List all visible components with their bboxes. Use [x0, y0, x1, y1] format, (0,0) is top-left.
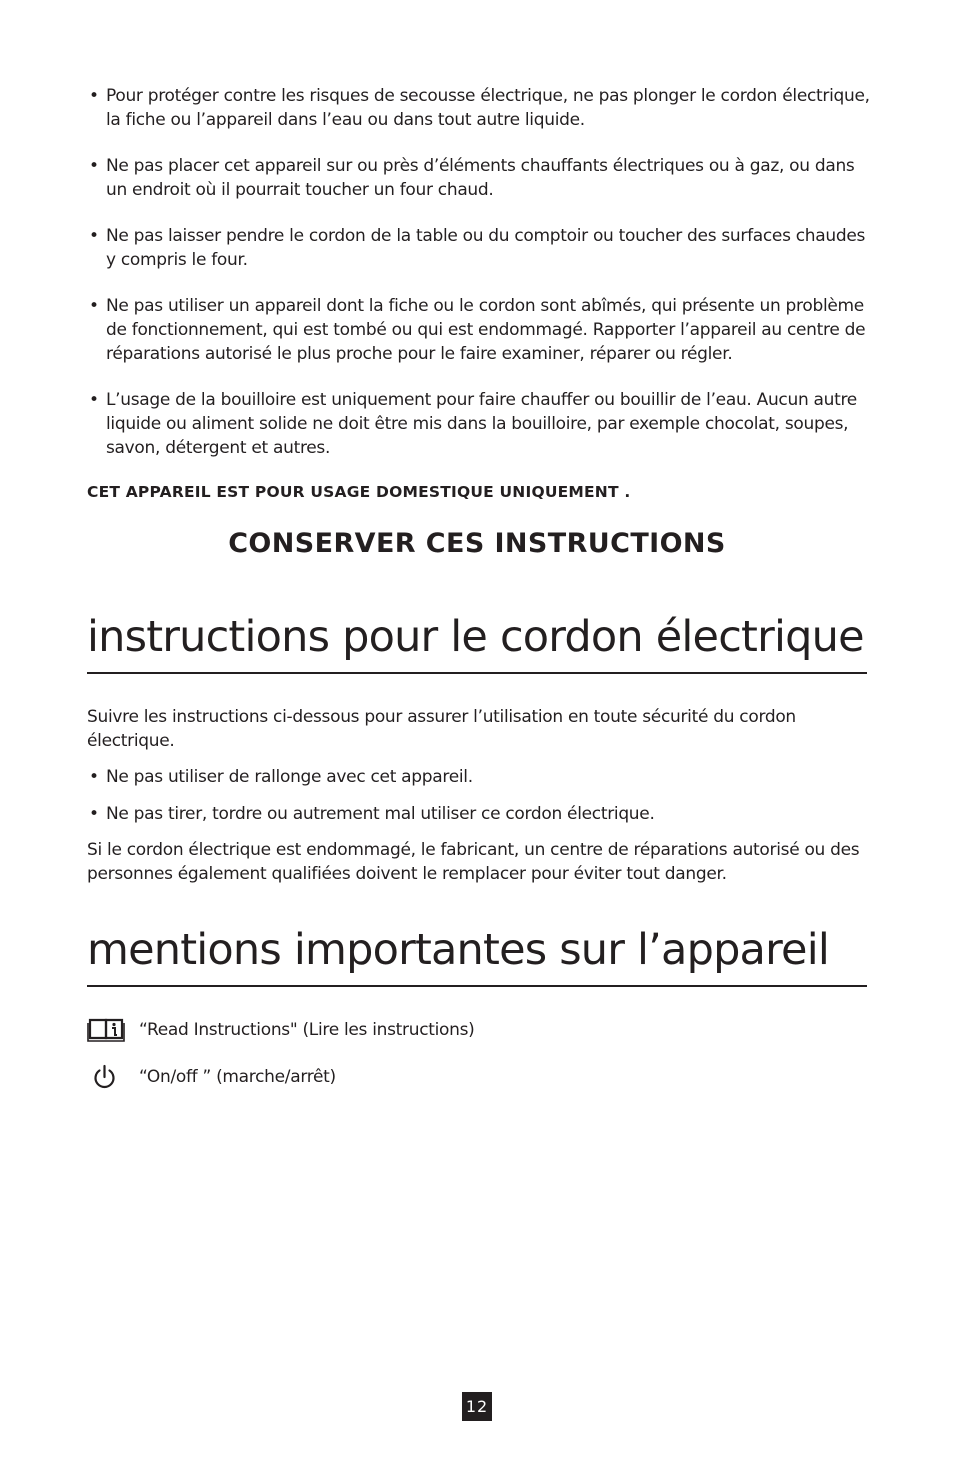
power-icon	[87, 1063, 127, 1091]
page-number: 12	[462, 1392, 492, 1421]
bullet-dot: •	[89, 804, 99, 824]
list-item	[87, 294, 877, 366]
cord-item-text: Ne pas utiliser de rallonge avec cet appareil.	[106, 767, 473, 787]
bullet-text: Pour protéger contre les risques de secousse électrique, ne pas plonger le cordon électrique, la fiche ou l’appareil dans l’eau ou dans tout autre liquide.	[106, 86, 870, 130]
read-instructions-book-icon	[87, 1016, 127, 1044]
bullet-text: Ne pas placer cet appareil sur ou près d’éléments chauffants électriques ou à gaz, ou dans un endroit où il pourrait toucher un four chaud.	[106, 156, 855, 200]
bullet-dot: •	[89, 390, 99, 410]
list-item	[87, 154, 877, 202]
cord-intro-paragraph: Suivre les instructions ci-dessous pour assurer l’utilisation en toute sécurité du cordon électrique.	[87, 707, 796, 751]
symbol-label: “On/off ” (marche/arrêt)	[139, 1067, 336, 1087]
list-item	[87, 388, 877, 460]
bullet-dot: •	[89, 156, 99, 176]
bullet-dot: •	[89, 296, 99, 316]
bullet-dot: •	[89, 86, 99, 106]
domestic-use-note: CET APPAREIL EST POUR USAGE DOMESTIQUE UNIQUEMENT .	[87, 483, 631, 501]
keep-instructions-heading: CONSERVER CES INSTRUCTIONS	[228, 528, 726, 559]
symbol-label: “Read Instructions" (Lire les instructions)	[139, 1020, 475, 1040]
bullet-dot: •	[89, 226, 99, 246]
list-item	[87, 84, 877, 132]
cord-section-title: instructions pour le cordon électrique	[87, 612, 867, 674]
safety-bullet-list	[87, 84, 877, 482]
bullet-text: Ne pas laisser pendre le cordon de la table ou du comptoir ou toucher des surfaces chaudes y compris le four.	[106, 226, 866, 270]
cord-item-text: Ne pas tirer, tordre ou autrement mal utiliser ce cordon électrique.	[106, 804, 655, 824]
list-item	[87, 765, 473, 789]
markings-section-title: mentions importantes sur l’appareil	[87, 925, 867, 987]
list-item	[87, 802, 655, 826]
bullet-text: Ne pas utiliser un appareil dont la fiche ou le cordon sont abîmés, qui présente un problème de fonctionnement, qui est tombé ou qui est endommagé. Rapporter l’appareil au centre de réparations autorisé le plus proche pour le faire examiner, réparer ou régler.	[106, 296, 866, 364]
bullet-dot: •	[89, 767, 99, 787]
cord-outro-paragraph: Si le cordon électrique est endommagé, le fabricant, un centre de réparations autorisé ou des personnes également qualifiées doivent le remplacer pour éviter tout danger.	[87, 840, 860, 884]
bullet-text: L’usage de la bouilloire est uniquement pour faire chauffer ou bouillir de l’eau. Aucun autre liquide ou aliment solide ne doit être mis dans la bouilloire, par exemple chocolat, soupes, savon, détergent et autres.	[106, 390, 857, 458]
list-item	[87, 224, 877, 272]
